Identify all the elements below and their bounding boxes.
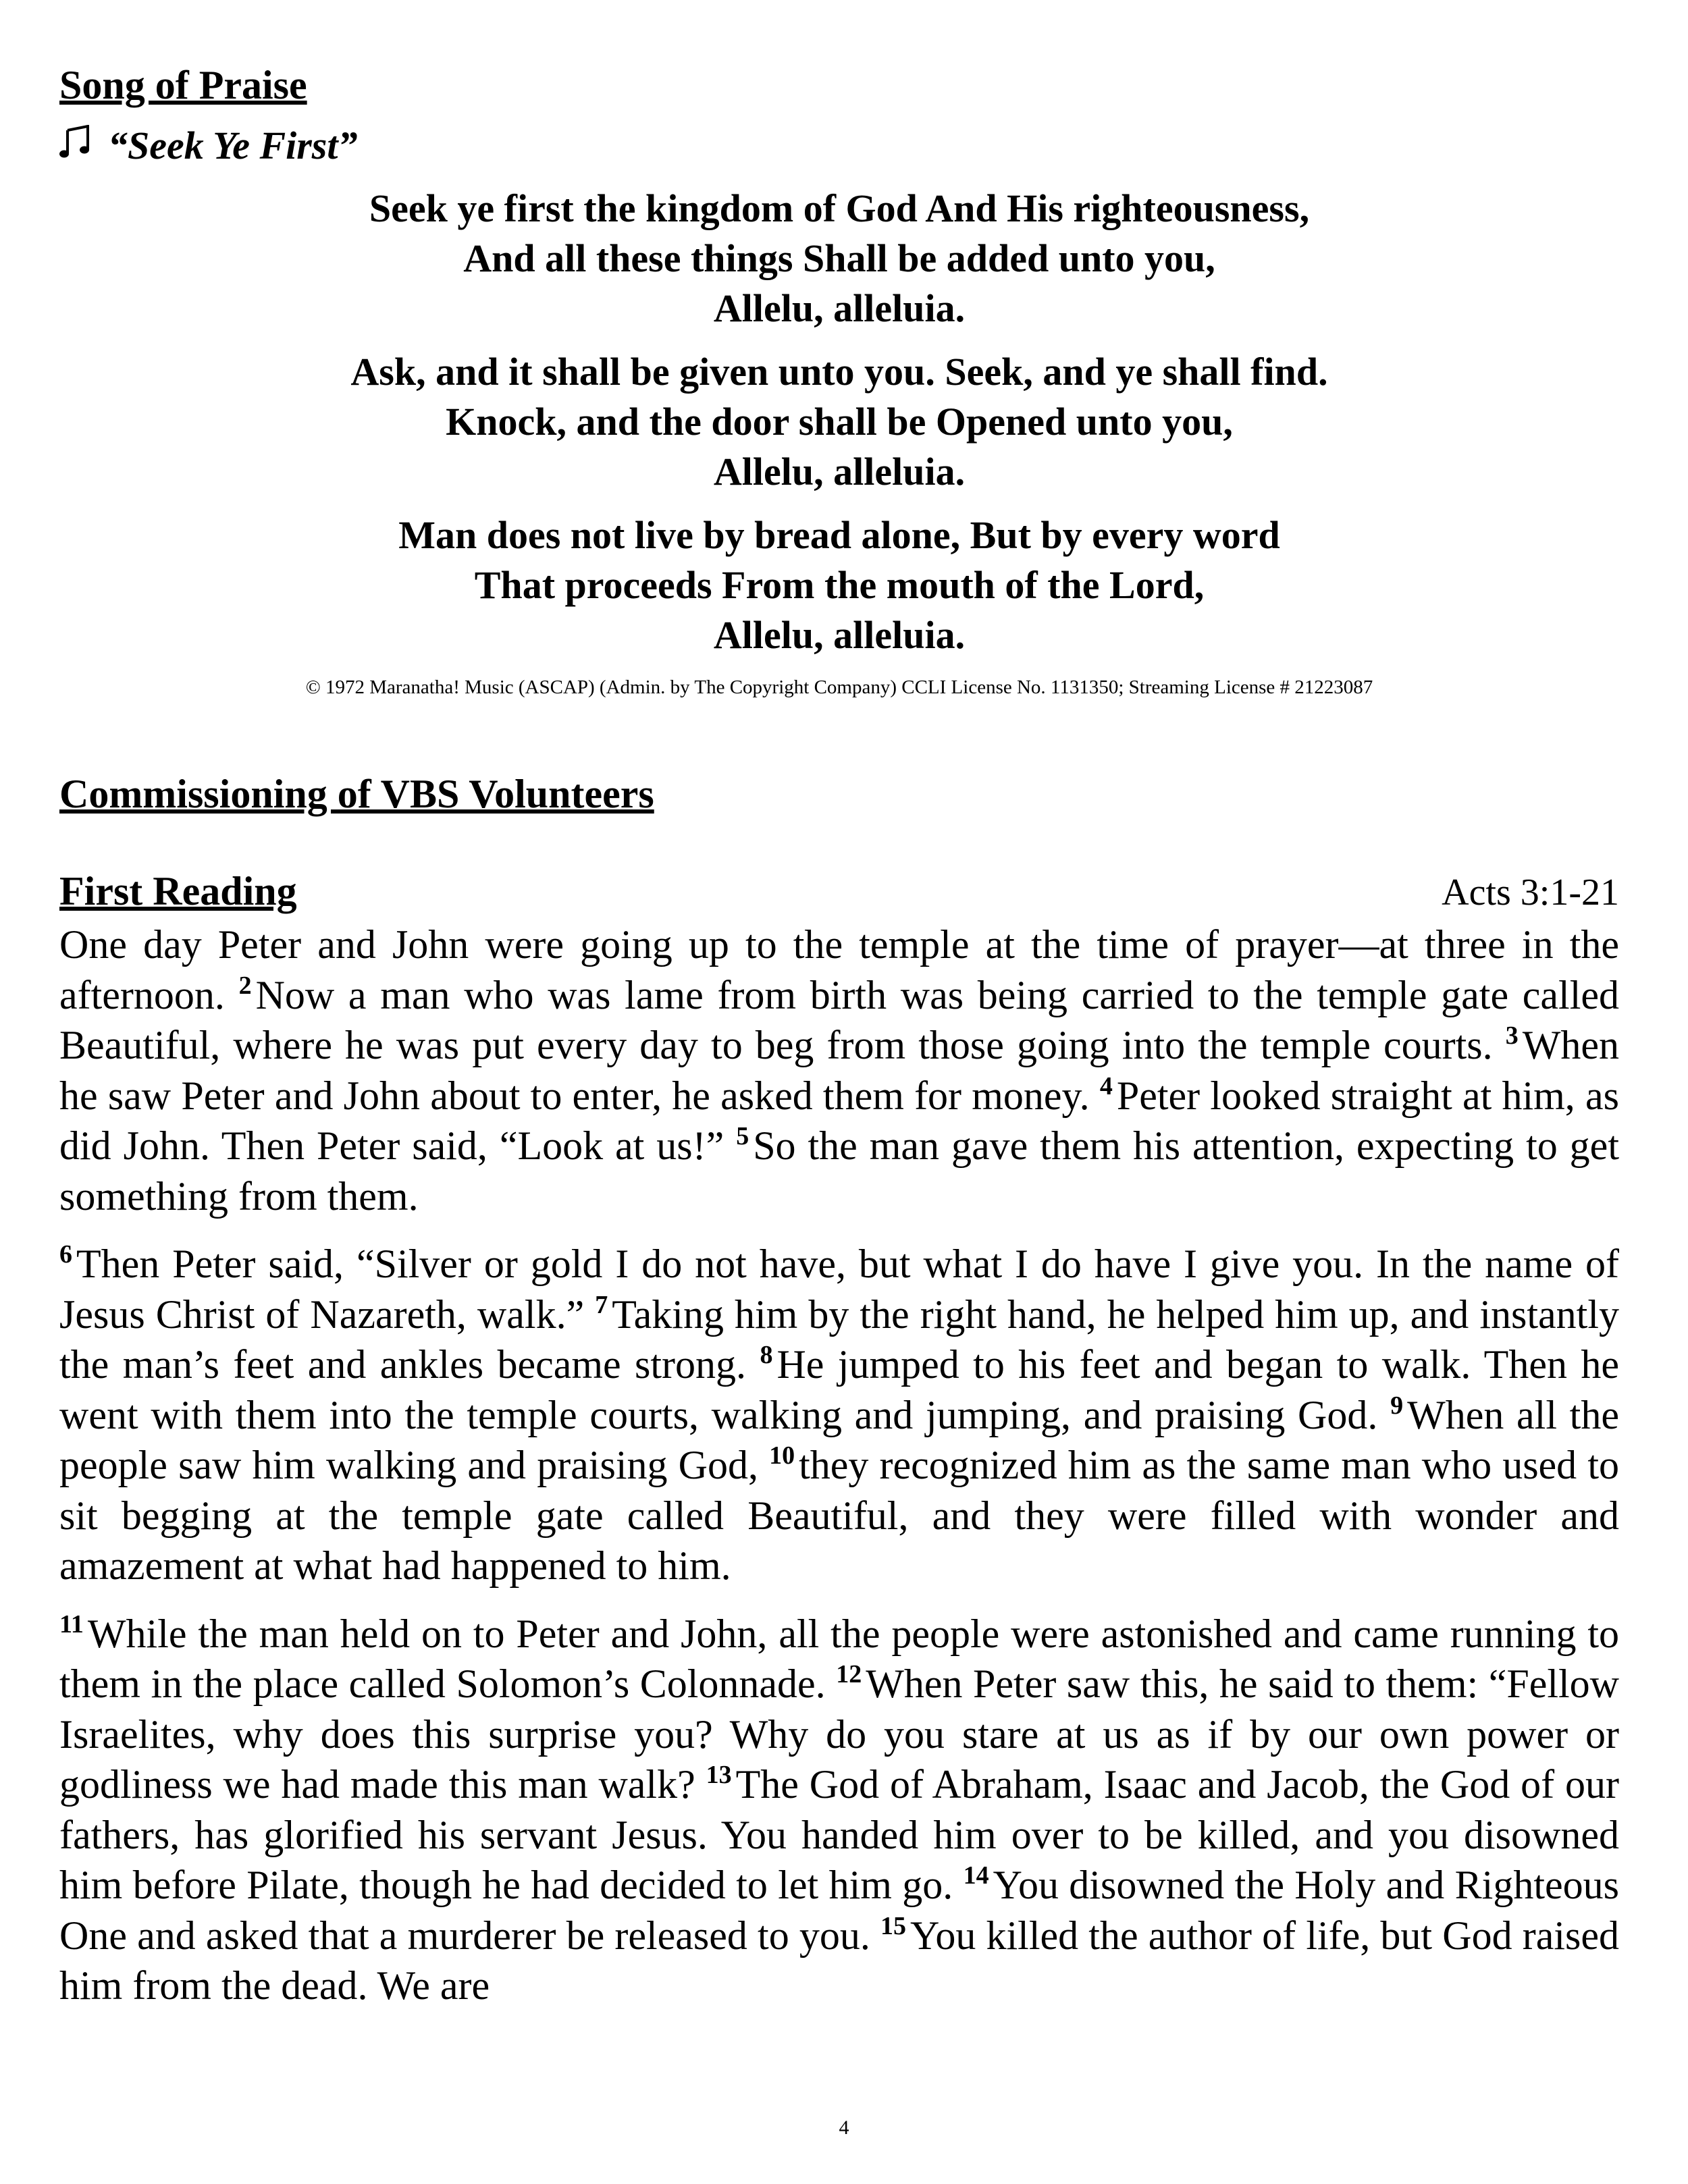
- music-note-icon: [59, 120, 93, 171]
- stanza-2: [59, 347, 1619, 497]
- copyright-notice: © 1972 Maranatha! Music (ASCAP) (Admin. by The Copyright Company) CCLI License No. 1131350; Streaming License # 21223087: [305, 676, 1373, 698]
- bulletin-page: [59, 59, 1619, 2029]
- verse-number: 13: [706, 1761, 732, 1789]
- reading-heading: First Reading: [59, 869, 297, 913]
- scripture-paragraph: [59, 1609, 1619, 2011]
- song-heading: Song of Praise: [59, 63, 307, 107]
- lyric-line: Knock, and the door shall be Opened unto you,: [446, 400, 1233, 444]
- verse-text: He jumped to his feet and began to walk. Then he went with them into the temple courts, walking and jumping, and praising God.: [59, 1342, 1619, 1437]
- verse-number: 7: [595, 1290, 608, 1319]
- scripture-reference: Acts 3:1-21: [1442, 872, 1619, 913]
- verse-text: You killed the author of life, but God raised him from the dead. We are: [59, 1913, 1619, 2008]
- verse-text: When all the people saw him walking and praising God,: [59, 1392, 1619, 1487]
- lyric-line: Ask, and it shall be given unto you. Seek, and ye shall find.: [350, 350, 1328, 394]
- verse-text: When he saw Peter and John about to enter, he asked them for money.: [59, 1023, 1619, 1118]
- verse-text: One day Peter and John were going up to the temple at the time of prayer—at three in the afternoon.: [59, 922, 1619, 1017]
- lyric-line: Allelu, alleluia.: [713, 450, 966, 494]
- page-number: 4: [839, 2116, 849, 2139]
- verse-number: 4: [1099, 1071, 1113, 1100]
- verse-number: 10: [769, 1441, 795, 1470]
- verse-number: 12: [836, 1660, 862, 1688]
- verse-number: 5: [736, 1122, 749, 1150]
- reading-header: [59, 865, 1619, 917]
- scripture-paragraph: [59, 1239, 1619, 1591]
- verse-text: So the man gave them his attention, expecting to get something from them.: [59, 1123, 1619, 1219]
- scripture-text: [59, 920, 1619, 2011]
- verse-text: When Peter saw this, he said to them: “Fellow Israelites, why does this surprise you? Why do you stare at us as if by our own power or godliness we had made this man walk?: [59, 1661, 1619, 1807]
- verse-text: Then Peter said, “Silver or gold I do not have, but what I do have I give you. In the name of Jesus Christ of Nazareth, walk.”: [59, 1242, 1619, 1337]
- verse-number: 9: [1390, 1391, 1404, 1420]
- lyric-line: Allelu, alleluia.: [713, 613, 966, 657]
- commissioning-section: [59, 768, 1619, 820]
- song-of-praise-section: [59, 59, 1619, 701]
- stanza-3: [59, 510, 1619, 660]
- stanza-1: [59, 184, 1619, 334]
- scripture-paragraph: [59, 920, 1619, 1221]
- verse-text: they recognized him as the same man who used to sit begging at the temple gate called Beautiful, and they were filled with wonder and amazement at what had happened to him.: [59, 1443, 1619, 1588]
- lyric-line: Seek ye first the kingdom of God And His righteousness,: [369, 186, 1310, 230]
- verse-number: 15: [880, 1911, 907, 1940]
- verse-number: 8: [760, 1341, 773, 1369]
- commissioning-heading: Commissioning of VBS Volunteers: [59, 772, 654, 816]
- first-reading-section: [59, 865, 1619, 2011]
- lyric-line: That proceeds From the mouth of the Lord,: [474, 563, 1205, 607]
- lyric-line: And all these things Shall be added unto you,: [463, 236, 1215, 280]
- verse-number: 6: [59, 1240, 72, 1269]
- song-title: [59, 120, 1619, 171]
- verse-number: 3: [1505, 1021, 1519, 1050]
- verse-text: The God of Abraham, Isaac and Jacob, the God of our fathers, has glorified his servant Jesus. You handed him over to be killed, and you disowned him before Pilate, though he had decided to let him go.: [59, 1762, 1619, 1907]
- verse-text: Peter looked straight at him, as did John. Then Peter said, “Look at us!”: [59, 1073, 1619, 1168]
- verse-number: 14: [963, 1861, 989, 1890]
- lyric-line: Man does not live by bread alone, But by every word: [398, 513, 1280, 557]
- verse-text: Now a man who was lame from birth was being carried to the temple gate called Beautiful, where he was put every day to beg from those going into the temple courts.: [59, 972, 1619, 1067]
- song-title-text: “Seek Ye First”: [108, 124, 358, 167]
- verse-text: Taking him by the right hand, he helped him up, and instantly the man’s feet and ankles became strong.: [59, 1291, 1619, 1387]
- verse-number: 11: [59, 1609, 84, 1639]
- verse-text: While the man held on to Peter and John, all the people were astonished and came running to them in the place called Solomon’s Colonnade.: [59, 1611, 1619, 1706]
- verse-number: 2: [238, 971, 252, 1000]
- lyric-line: Allelu, alleluia.: [713, 286, 966, 330]
- verse-text: You disowned the Holy and Righteous One and asked that a murderer be released to you.: [59, 1863, 1619, 1958]
